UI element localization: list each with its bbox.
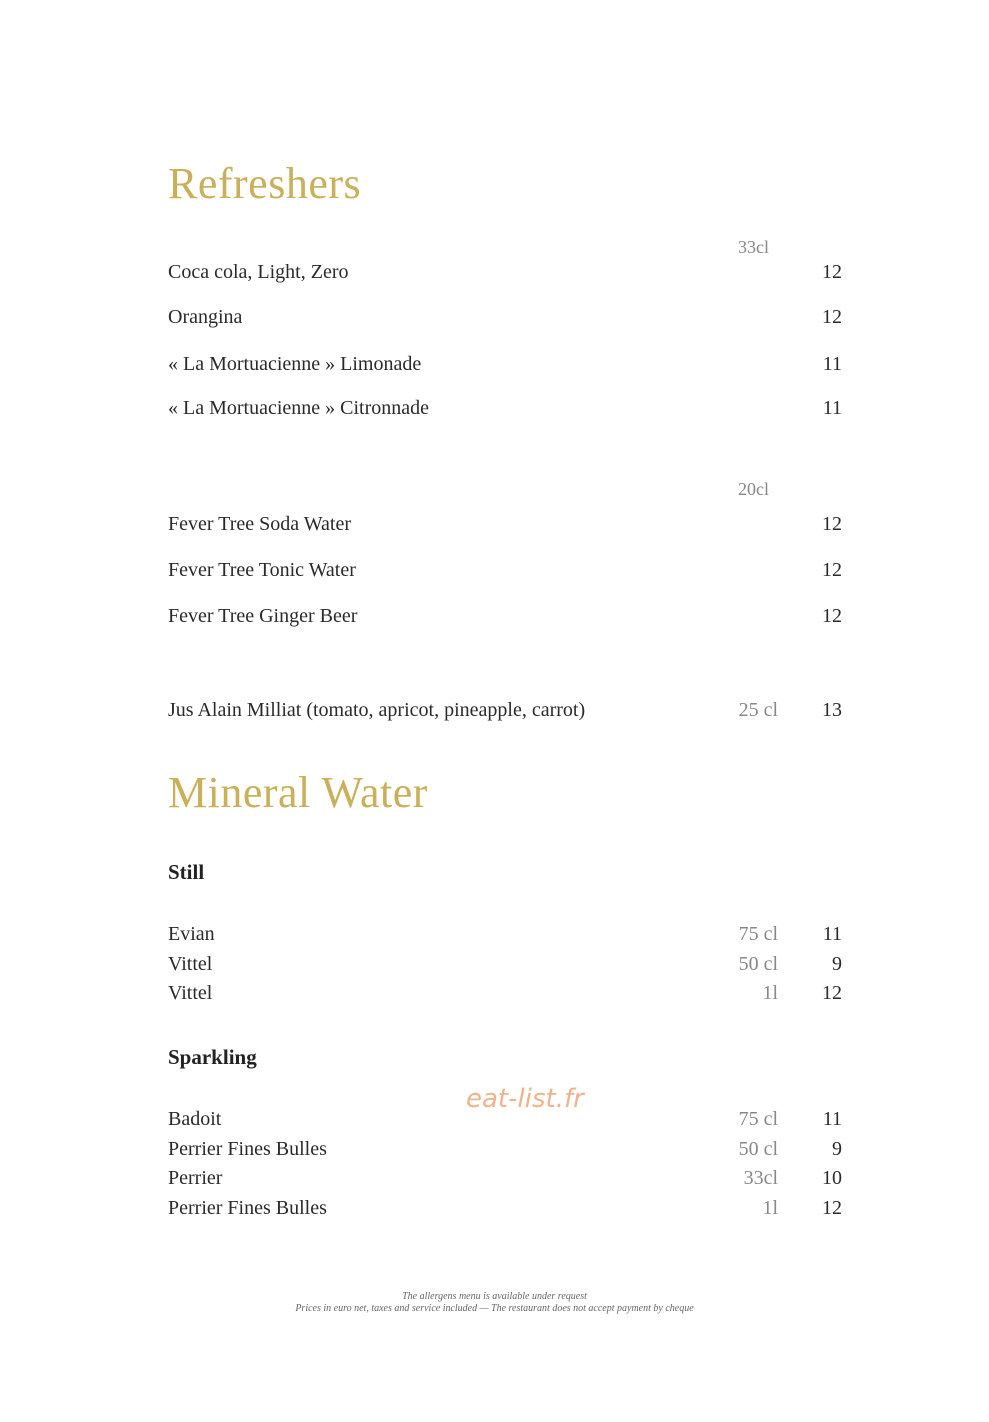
item-price: 12 (822, 261, 842, 283)
item-size: 75 cl (738, 923, 778, 945)
item-name: Coca cola, Light, Zero (168, 261, 349, 283)
item-name: Perrier (168, 1167, 223, 1189)
item-name: Fever Tree Ginger Beer (168, 605, 358, 627)
footer-allergens-note: The allergens menu is available under request (402, 1291, 587, 1302)
item-price: 11 (822, 923, 842, 945)
item-size: 50 cl (738, 1138, 778, 1160)
item-name: Evian (168, 923, 215, 945)
menu-item (168, 395, 842, 421)
size-header-33cl: 33cl (738, 237, 769, 257)
still-subheading: Still (168, 860, 205, 884)
item-price: 11 (822, 1108, 842, 1130)
item-name: « La Mortuacienne » Limonade (168, 353, 422, 375)
item-price: 13 (822, 699, 842, 721)
footer-prices-note: Prices in euro net, taxes and service included — The restaurant does not accept payment by cheque (295, 1303, 694, 1314)
item-size: 50 cl (738, 953, 778, 975)
item-price: 9 (832, 953, 842, 975)
item-name: Vittel (168, 953, 213, 975)
menu-item (168, 921, 842, 947)
size-header-20cl: 20cl (738, 479, 769, 499)
menu-item (168, 1195, 842, 1221)
item-size: 1l (762, 982, 778, 1004)
item-price: 9 (832, 1138, 842, 1160)
menu-item (168, 951, 842, 977)
item-price: 11 (822, 397, 842, 419)
item-name: Vittel (168, 982, 213, 1004)
menu-item (168, 1165, 842, 1191)
item-price: 12 (822, 1197, 842, 1219)
item-price: 10 (822, 1167, 842, 1189)
item-price: 11 (822, 353, 842, 375)
menu-item (168, 304, 842, 330)
item-name: Perrier Fines Bulles (168, 1197, 327, 1219)
menu-item (168, 1136, 842, 1162)
item-name: Jus Alain Milliat (tomato, apricot, pineapple, carrot) (168, 699, 586, 721)
watermark: eat-list.fr (466, 1084, 584, 1114)
item-name: Fever Tree Tonic Water (168, 559, 356, 581)
mineral-water-title: Mineral Water (168, 768, 428, 817)
refreshers-title: Refreshers (168, 159, 362, 208)
item-name: Badoit (168, 1108, 222, 1130)
menu-item (168, 511, 842, 537)
item-size: 75 cl (738, 1108, 778, 1130)
menu-item (168, 259, 842, 285)
menu-item (168, 351, 842, 377)
menu-item (168, 557, 842, 583)
item-name: Perrier Fines Bulles (168, 1138, 327, 1160)
item-price: 12 (822, 982, 842, 1004)
item-size: 1l (762, 1197, 778, 1219)
item-price: 12 (822, 513, 842, 535)
item-name: « La Mortuacienne » Citronnade (168, 397, 430, 419)
item-name: Fever Tree Soda Water (168, 513, 351, 535)
menu-item (168, 980, 842, 1006)
item-size: 33cl (743, 1167, 778, 1189)
sparkling-subheading: Sparkling (168, 1045, 257, 1069)
menu-item-juice (168, 697, 842, 723)
item-size: 25 cl (738, 699, 778, 721)
menu-item (168, 603, 842, 629)
item-price: 12 (822, 306, 842, 328)
item-name: Orangina (168, 306, 243, 328)
item-price: 12 (822, 605, 842, 627)
item-price: 12 (822, 559, 842, 581)
